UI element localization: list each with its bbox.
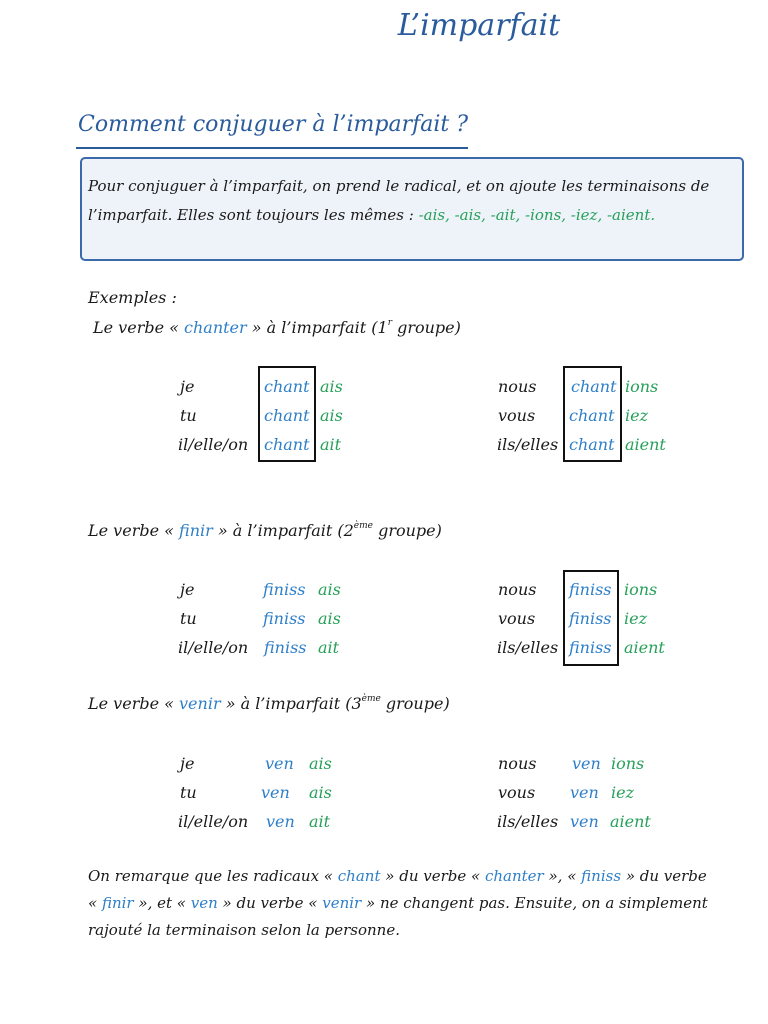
verb-intro-after: » à l’imparfait (1 — [251, 318, 388, 337]
left-stem: ven — [266, 812, 295, 831]
conclusion-word: ven — [190, 894, 218, 912]
conclusion-word: finiss — [581, 867, 622, 885]
verb-intro-before: Le verbe « — [88, 694, 174, 713]
conclusion-text: » du verbe « — [385, 867, 481, 885]
left-ending: ais — [309, 754, 332, 773]
verb-intro-end: groupe) — [392, 318, 461, 337]
left-pronoun: il/elle/on — [178, 812, 249, 831]
left-ending: ais — [309, 783, 332, 802]
right-ending: aient — [610, 812, 651, 831]
right-pronoun: vous — [498, 406, 536, 425]
verb-intro-1 — [93, 318, 461, 337]
conclusion-text: » du verbe — [625, 867, 707, 885]
right-ending: iez — [624, 609, 648, 628]
left-pronoun: tu — [180, 406, 197, 425]
left-ending: ais — [318, 609, 341, 628]
conclusion-text: « — [88, 894, 98, 912]
left-stem: ven — [265, 754, 294, 773]
left-stem: finiss — [263, 580, 306, 599]
rule-endings: -ais, -ais, -ait, -ions, -iez, -aient. — [418, 206, 656, 224]
right-ending: ions — [611, 754, 645, 773]
conclusion-text: », et « — [138, 894, 186, 912]
right-pronoun: vous — [498, 609, 536, 628]
left-pronoun: je — [180, 580, 195, 599]
rule-text-body: Pour conjuguer à l’imparfait, on prend le radical, et on ajoute les terminaisons de l’imparfait. Elles sont toujours les mêmes : — [88, 177, 710, 224]
conclusion-line-2 — [88, 894, 708, 912]
left-pronoun: je — [180, 377, 195, 396]
left-pronoun: je — [180, 754, 195, 773]
left-stem: finiss — [263, 609, 306, 628]
verb-group-sup: r — [387, 318, 393, 328]
verb-name: venir — [179, 694, 221, 713]
rule-text — [88, 172, 736, 230]
verb-name: chanter — [184, 318, 247, 337]
right-pronoun: ils/elles — [497, 638, 559, 657]
right-stem: finiss — [569, 609, 612, 628]
right-stem: finiss — [569, 580, 612, 599]
left-ending: ait — [318, 638, 340, 657]
conclusion-word: chant — [337, 867, 381, 885]
right-ending: aient — [624, 638, 665, 657]
left-stem: ven — [261, 783, 290, 802]
left-ending: ait — [309, 812, 331, 831]
right-stem: chant — [569, 435, 615, 454]
verb-intro-before: Le verbe « — [93, 318, 179, 337]
right-stem: ven — [570, 812, 599, 831]
verb-intro-2 — [88, 521, 442, 540]
left-stem: chant — [264, 406, 310, 425]
conclusion-text: » ne changent pas. Ensuite, on a simplement — [366, 894, 708, 912]
conclusion-text: », « — [548, 867, 577, 885]
left-pronoun: il/elle/on — [178, 638, 249, 657]
left-stem: chant — [264, 377, 310, 396]
conclusion-text: On remarque que les radicaux « — [88, 867, 333, 885]
right-pronoun: nous — [498, 580, 537, 599]
left-stem: chant — [264, 435, 310, 454]
verb-intro-before: Le verbe « — [88, 521, 174, 540]
left-ending: ais — [320, 406, 343, 425]
right-pronoun: nous — [498, 377, 537, 396]
right-pronoun: ils/elles — [497, 812, 559, 831]
conclusion-word: venir — [322, 894, 362, 912]
left-stem: finiss — [264, 638, 307, 657]
examples-label: Exemples : — [88, 288, 177, 307]
verb-group-sup: ème — [353, 521, 373, 531]
right-ending: iez — [625, 406, 649, 425]
conclusion-word: chanter — [484, 867, 544, 885]
heading-underline — [76, 147, 468, 149]
left-pronoun: tu — [180, 783, 197, 802]
verb-intro-after: » à l’imparfait (2 — [217, 521, 354, 540]
left-ending: ais — [320, 377, 343, 396]
verb-intro-3 — [88, 694, 450, 713]
conclusion-line-1 — [88, 867, 707, 885]
verb-intro-end: groupe) — [372, 521, 442, 540]
right-stem: finiss — [569, 638, 612, 657]
right-ending: iez — [611, 783, 635, 802]
right-pronoun: ils/elles — [497, 435, 559, 454]
right-ending: ions — [624, 580, 658, 599]
conclusion-line-3: rajouté la terminaison selon la personne. — [88, 921, 400, 939]
left-ending: ait — [320, 435, 342, 454]
right-pronoun: vous — [498, 783, 536, 802]
right-ending: aient — [625, 435, 666, 454]
left-pronoun: tu — [180, 609, 197, 628]
right-pronoun: nous — [498, 754, 537, 773]
page-title: L’imparfait — [397, 8, 561, 43]
section-heading: Comment conjuguer à l’imparfait ? — [78, 112, 469, 137]
left-ending: ais — [318, 580, 341, 599]
right-ending: ions — [625, 377, 659, 396]
verb-group-sup: ème — [361, 694, 381, 704]
conclusion-text: » du verbe « — [222, 894, 318, 912]
right-stem: ven — [572, 754, 601, 773]
right-stem: chant — [571, 377, 617, 396]
verb-intro-end: groupe) — [380, 694, 450, 713]
verb-intro-after: » à l’imparfait (3 — [225, 694, 362, 713]
right-stem: ven — [570, 783, 599, 802]
verb-name: finir — [179, 521, 213, 540]
conclusion-word: finir — [101, 894, 134, 912]
left-pronoun: il/elle/on — [178, 435, 249, 454]
right-stem: chant — [569, 406, 615, 425]
